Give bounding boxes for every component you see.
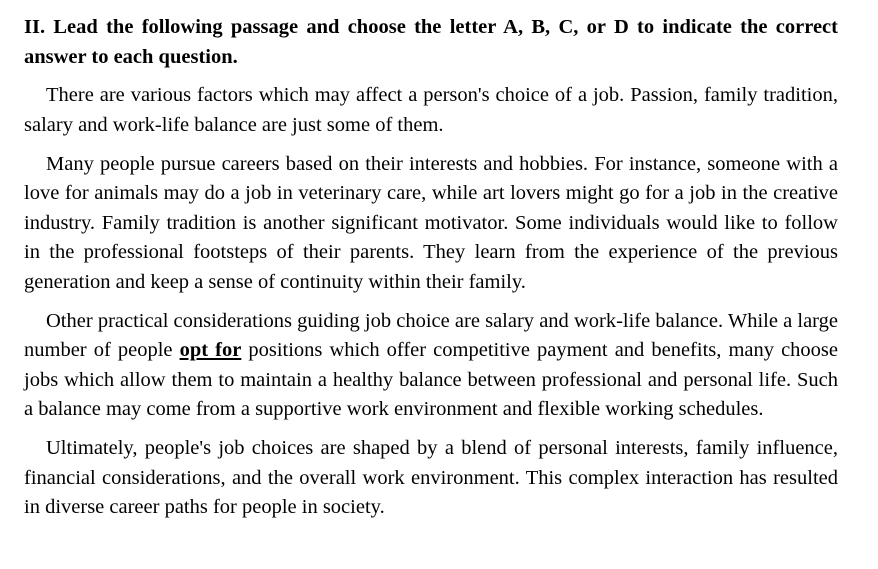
paragraph-2: Many people pursue careers based on their interests and hobbies. For instance, someone with a love for animals may do a job in veterinary care, while art lovers might go for a job in the creative industry. Family tradition is another significant motivator. Some individuals would like to follow in the professional footsteps of their parents. They learn from the experience of the previous generation and keep a sense of continuity within their family. — [24, 152, 838, 293]
paragraph-3 — [24, 307, 838, 425]
paragraph-4: Ultimately, people's job choices are shaped by a blend of personal interests, family influence, financial considerations, and the overall work environment. This complex interaction has resulted in diverse career paths for people in society. — [24, 437, 838, 518]
paragraph-1: There are various factors which may affect a person's choice of a job. Passion, family tradition, salary and work-life balance are just some of them. — [24, 84, 838, 136]
highlighted-phrase-opt-for: opt for — [179, 339, 242, 361]
exercise-heading: II. Lead the following passage and choose the letter A, B, C, or D to indicate the correct answer to each question. — [24, 16, 838, 68]
paragraph-3-text-before: Other practical considerations guiding job choice are salary and work-life balance. While a large number of people — [24, 309, 838, 361]
paragraph-3-text-after: positions which offer competitive payment and benefits, many choose jobs which allow them to maintain a healthy balance between professional and personal life. Such a balance may come from a supportive work environment and flexible working schedules. — [24, 339, 838, 420]
